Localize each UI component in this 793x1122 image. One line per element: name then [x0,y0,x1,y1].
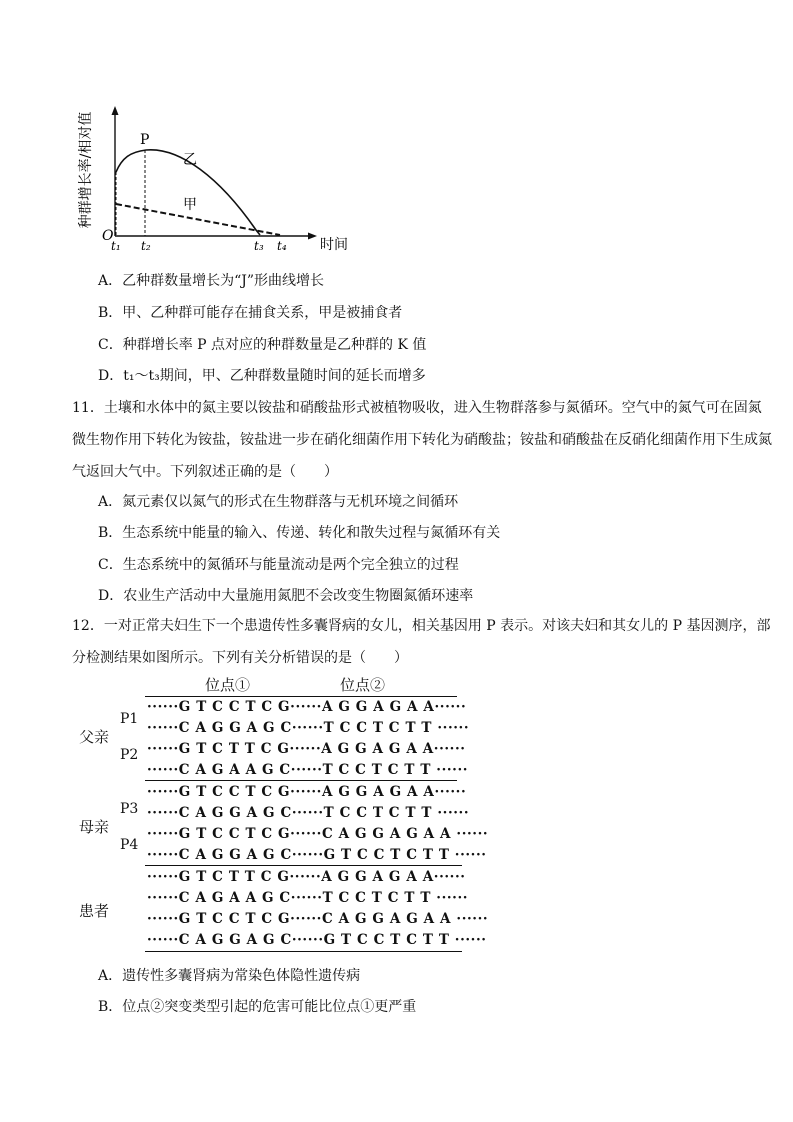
bottom-rule [145,951,462,952]
mother-seq-3: ······G T C C T C G······C A G G A G A A ······ [147,826,489,842]
q12-option-a: A．遗传性多囊肾病为常染色体隐性遗传病 [98,968,361,984]
q12-stem: 12．一对正常夫妇生下一个患遗传性多囊肾病的女儿，相关基因用 P 表示。对该夫妇和其女儿的 P 基因测序，部分检测结果如图所示。下列有关分析错误的是（ ） [72,618,771,666]
x-axis-label: 时间 [320,237,348,253]
q11-option-d: D．农业生产活动中大量施用氮肥不会改变生物圈氮循环速率 [98,588,474,604]
patient-seq-1: ······G T C T T C G······A G G A G A A······ [147,869,466,885]
point-p-label: P [140,132,150,148]
mother-seq-1: ······G T C C T C G······A G G A G A A······ [147,784,467,800]
q11-option-c: C．生态系统中的氮循环与能量流动是两个完全独立的过程 [98,557,459,573]
patient-seq-2: ······C A G A A G C······T C C T C T T ······ [147,890,469,906]
q10-option-b: B．甲、乙种群可能存在捕食关系，甲是被捕食者 [98,305,403,321]
y-axis-label: 种群增长率/相对值 [78,111,94,229]
curve-yi-label: 乙 [183,152,197,168]
q12-option-b: B．位点②突变类型引起的危害可能比位点①更严重 [98,999,417,1015]
father-mother-rule [145,780,457,781]
q10-option-d: D．t₁～t₃期间，甲、乙种群数量随时间的延长而增多 [98,368,426,384]
q11-option-a: A．氮元素仅以氮气的形式在生物群落与无机环境之间循环 [98,494,459,510]
label-patient: 患者 [79,902,110,920]
site1-label: 位点① [205,676,251,694]
patient-seq-3: ······G T C C T C G······C A G G A G A A ······ [147,911,489,927]
tick-t3: t₃ [254,239,264,253]
q10-option-a: A．乙种群数量增长为“J”形曲线增长 [98,273,325,289]
x-axis-arrow [308,233,317,240]
father-seq-4: ······C A G A A G C······T C C T C T T ······ [147,762,469,778]
label-p1: P1 [120,711,139,727]
patient-seq-4: ······C A G G A G C······G T C C T C T T ······ [147,932,487,948]
top-rule [145,696,457,697]
label-p2: P2 [120,747,139,763]
curve-jia-label: 甲 [183,197,197,213]
tick-t2: t₂ [141,239,151,253]
tick-t4: t₄ [277,239,287,253]
father-seq-1: ······G T C C T C G······A G G A G A A······ [147,699,467,715]
q11-option-b: B．生态系统中能量的输入、传递、转化和散失过程与氮循环有关 [98,525,501,541]
label-mother: 母亲 [79,818,110,836]
mother-seq-2: ······C A G G A G C······T C C T C T T ······ [147,805,470,821]
site2-label: 位点② [340,676,386,694]
label-father: 父亲 [79,728,110,746]
q10-option-c: C．种群增长率 P 点对应的种群数量是乙种群的 K 值 [98,337,427,353]
origin-label: O [102,228,114,244]
father-seq-2: ······C A G G A G C······T C C T C T T ······ [147,720,470,736]
mother-patient-rule [145,865,462,866]
mother-seq-4: ······C A G G A G C······G T C C T C T T ······ [147,847,487,863]
population-growth-graph [70,100,370,260]
y-axis-arrow [112,106,119,115]
graph-svg [70,100,370,260]
father-seq-3: ······G T C T T C G······A G G A G A A······ [147,741,466,757]
tick-t1: t₁ [111,239,121,253]
label-p3: P3 [120,801,139,817]
label-p4: P4 [120,837,139,853]
q11-stem: 11．土壤和水体中的氮主要以铵盐和硝酸盐形式被植物吸收，进入生物群落参与氮循环。空气中的氮气可在固氮微生物作用下转化为铵盐，铵盐进一步在硝化细菌作用下转化为硝酸盐；铵盐和硝酸盐在反硝化细菌作用下生成氮气返回大气中。下列叙述正确的是（ ） [72,400,772,480]
